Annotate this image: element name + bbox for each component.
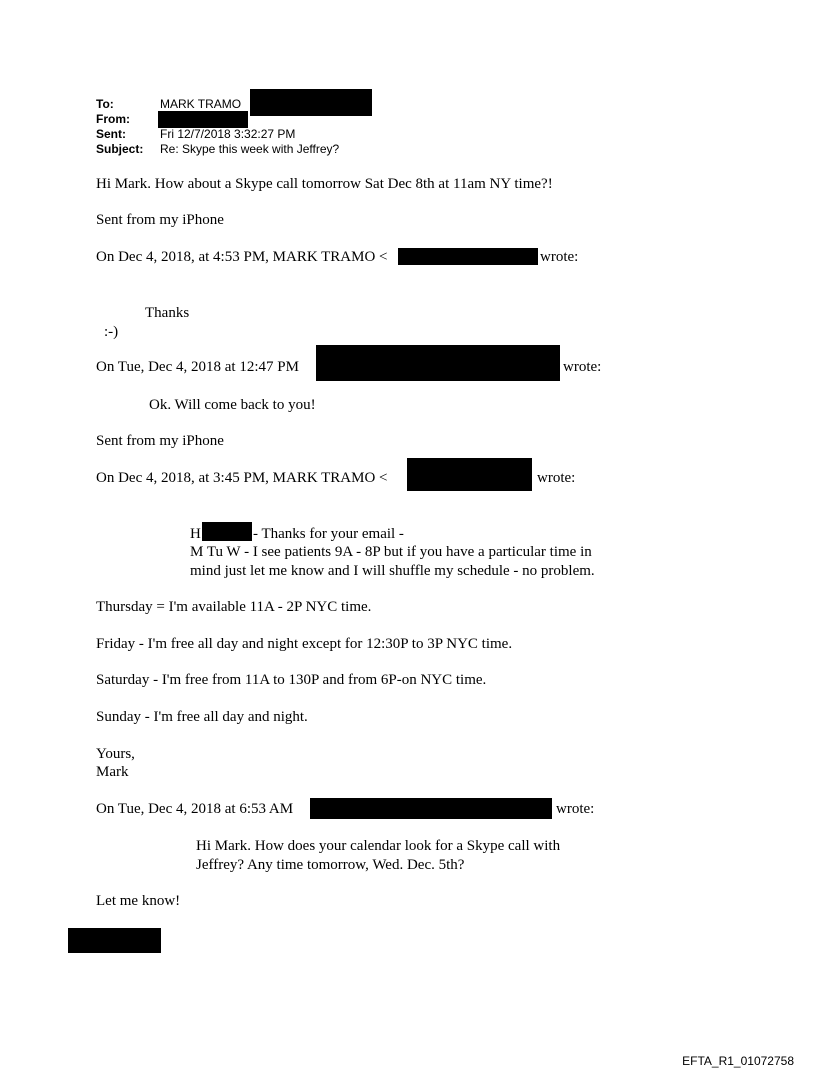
quote-header: On Dec 4, 2018, at 4:53 PM, MARK TRAMO < <box>96 249 388 265</box>
quote-wrote: wrote: <box>540 249 579 265</box>
to-value: MARK TRAMO <box>160 97 242 111</box>
body-paragraph: mind just let me know and I will shuffle my schedule - no problem. <box>190 563 595 579</box>
signature-line: Sent from my iPhone <box>96 433 224 449</box>
body-paragraph: Thanks <box>145 305 190 321</box>
sent-label: Sent: <box>96 127 126 141</box>
redaction-block <box>202 522 252 541</box>
subject-label: Subject: <box>96 142 144 156</box>
subject-value: Re: Skype this week with Jeffrey? <box>160 142 340 156</box>
quote-wrote: wrote: <box>537 470 576 486</box>
closing-name: Mark <box>96 764 129 780</box>
body-paragraph: Hi Mark. How about a Skype call tomorrow Sat Dec 8th at 11am NY time?! <box>96 176 553 192</box>
body-paragraph: M Tu W - I see patients 9A - 8P but if you have a particular time in <box>190 544 592 560</box>
redaction-block <box>316 345 560 381</box>
redaction-block <box>398 248 538 265</box>
redaction-block <box>407 458 532 491</box>
closing: Yours, <box>96 746 135 762</box>
quote-header: On Tue, Dec 4, 2018 at 6:53 AM <box>96 801 294 817</box>
quote-wrote: wrote: <box>563 359 602 375</box>
quote-header: On Tue, Dec 4, 2018 at 12:47 PM <box>96 359 299 375</box>
from-label: From: <box>96 112 130 126</box>
redaction-block <box>310 798 552 819</box>
body-paragraph: Saturday - I'm free from 11A to 130P and from 6P-on NYC time. <box>96 672 487 688</box>
quote-wrote: wrote: <box>556 801 595 817</box>
document-id: EFTA_R1_01072758 <box>682 1054 794 1068</box>
body-paragraph: Friday - I'm free all day and night except for 12:30P to 3P NYC time. <box>96 636 513 652</box>
body-paragraph: Hi Mark. How does your calendar look for a Skype call with <box>196 838 561 854</box>
sent-value: Fri 12/7/2018 3:32:27 PM <box>160 127 296 141</box>
body-paragraph: Let me know! <box>96 893 181 909</box>
quote-header: On Dec 4, 2018, at 3:45 PM, MARK TRAMO < <box>96 470 388 486</box>
body-paragraph: - Thanks for your email - <box>253 526 404 542</box>
body-paragraph: H <box>190 526 201 542</box>
body-paragraph: Ok. Will come back to you! <box>149 397 316 413</box>
signature-line: Sent from my iPhone <box>96 212 224 228</box>
body-paragraph: Sunday - I'm free all day and night. <box>96 709 308 725</box>
redaction-block <box>158 111 248 128</box>
redaction-block <box>250 89 372 116</box>
redaction-block <box>68 928 161 953</box>
body-paragraph: :-) <box>104 324 119 340</box>
body-paragraph: Jeffrey? Any time tomorrow, Wed. Dec. 5th? <box>196 857 465 873</box>
body-paragraph: Thursday = I'm available 11A - 2P NYC time. <box>96 599 372 615</box>
to-label: To: <box>96 97 114 111</box>
